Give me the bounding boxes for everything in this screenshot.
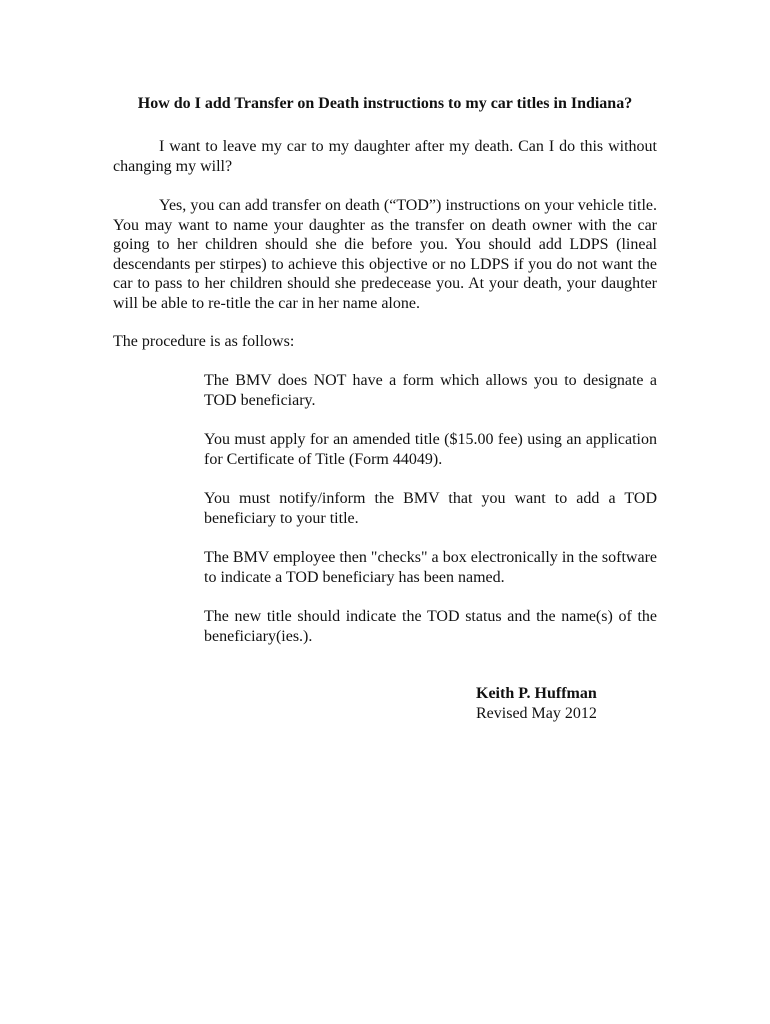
procedure-step-2: You must apply for an amended title ($15.00 fee) using an application for Certificate of Title (Form 44049).	[204, 431, 657, 468]
procedure-step-5: The new title should indicate the TOD status and the name(s) of the beneficiary(ies.).	[204, 608, 657, 645]
document-title: How do I add Transfer on Death instructions to my car titles in Indiana?	[137, 95, 633, 112]
procedure-step-4: The BMV employee then "checks" a box electronically in the software to indicate a TOD beneficiary has been named.	[204, 549, 657, 586]
procedure-intro: The procedure is as follows:	[113, 333, 295, 350]
revision-date: Revised May 2012	[476, 704, 597, 722]
procedure-step-1: The BMV does NOT have a form which allows you to designate a TOD beneficiary.	[204, 372, 657, 409]
author-name: Keith P. Huffman	[476, 685, 597, 702]
procedure-step-3: You must notify/inform the BMV that you want to add a TOD beneficiary to your title.	[204, 490, 657, 527]
signature-block	[476, 684, 676, 723]
question-paragraph: I want to leave my car to my daughter after my death. Can I do this without changing my will?	[113, 138, 657, 175]
answer-paragraph: Yes, you can add transfer on death (“TOD”) instructions on your vehicle title. You may want to name your daughter as the transfer on death owner with the car going to her children should she die before you. You should add LDPS (lineal descendants per stirpes) to achieve this objective or no LDPS if you do not want the car to pass to her children should she predecease you. At your death, your daughter will be able to re-title the car in her name alone.	[113, 197, 657, 312]
